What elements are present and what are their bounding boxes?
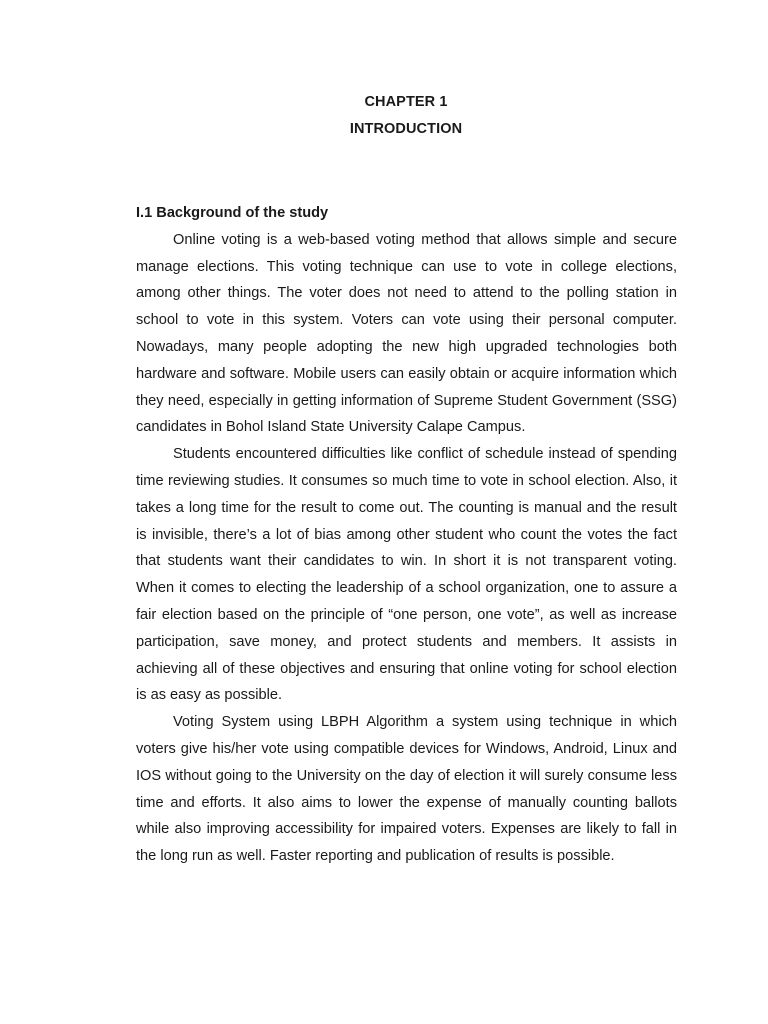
- section-body: [136, 200, 677, 870]
- chapter-title: INTRODUCTION: [349, 121, 463, 137]
- section-heading: I.1 Background of the study: [136, 205, 329, 221]
- paragraph-difficulties: Students encountered difficulties like conflict of schedule instead of spending time reviewing studies. It consumes so much time to vote in school election. Also, it takes a long time for the result to come out. The counting is manual and the result is invisible, there’s a lot of bias among other student who count the votes the fact that students want their candidates to win. In short it is not transparent voting. When it comes to electing the leadership of a school organization, one to assure a fair election based on the principle of “one person, one vote”, as well as increase participation, save money, and protect students and members. It assists in achieving all of these objectives and ensuring that online voting for school election is as easy as possible.: [136, 446, 677, 704]
- chapter-number: CHAPTER 1: [364, 94, 448, 110]
- paragraph-online-voting: Online voting is a web-based voting method that allows simple and secure manage elections. This voting technique can use to vote in college elections, among other things. The voter does not need to attend to the polling station in school to vote in this system. Voters can vote using their personal computer. Nowadays, many people adopting the new high upgraded technologies both hardware and software. Mobile users can easily obtain or acquire information which they need, especially in getting information of Supreme Student Government (SSG) candidates in Bohol Island State University Calape Campus.: [136, 231, 677, 436]
- paragraph-lbph-system: Voting System using LBPH Algorithm a system using technique in which voters give his/her vote using compatible devices for Windows, Android, Linux and IOS without going to the University on the day of election it will surely consume less time and efforts. It also aims to lower the expense of manually counting ballots while also improving accessibility for impaired voters. Expenses are likely to fall in the long run as well. Faster reporting and publication of results is possible.: [136, 714, 677, 865]
